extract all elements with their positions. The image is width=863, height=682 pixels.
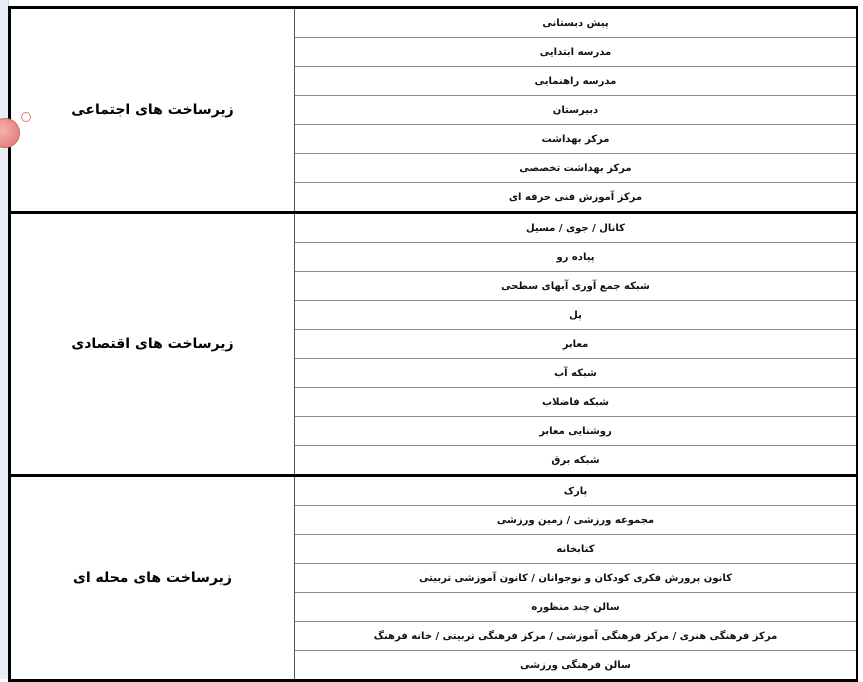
item-cell: کانون پرورش فکری کودکان و نوجوانان / کانون آموزشی تربیتی [295, 564, 858, 593]
item-cell: شبکه برق [295, 446, 858, 476]
item-cell: دبیرستان [295, 96, 858, 125]
item-cell: شبکه فاضلاب [295, 388, 858, 417]
category-cell: زیرساخت های محله ای [10, 476, 295, 681]
item-cell: مرکز بهداشت [295, 125, 858, 154]
item-cell: مرکز فرهنگی هنری / مرکز فرهنگی آموزشی / مرکز فرهنگی تربیتی / خانه فرهنگ [295, 622, 858, 651]
item-cell: مدرسه ابتدایی [295, 38, 858, 67]
item-cell: مرکز آموزش فنی حرفه ای [295, 183, 858, 213]
item-cell: پارک [295, 476, 858, 506]
item-cell: معابر [295, 330, 858, 359]
item-cell: مرکز بهداشت تخصصی [295, 154, 858, 183]
item-cell: پیاده رو [295, 243, 858, 272]
table-row [10, 8, 858, 38]
item-cell: پیش دبستانی [295, 8, 858, 38]
item-cell: شبکه آب [295, 359, 858, 388]
item-cell: مجموعه ورزشی / زمین ورزشی [295, 506, 858, 535]
infrastructure-table [8, 6, 858, 682]
item-cell: سالن چند منظوره [295, 593, 858, 622]
item-cell: مدرسه راهنمایی [295, 67, 858, 96]
item-cell: روشنایی معابر [295, 417, 858, 446]
category-cell: زیرساخت های اقتصادی [10, 213, 295, 476]
cursor-ring-icon [21, 112, 31, 122]
item-cell: کانال / جوی / مسیل [295, 213, 858, 243]
table-row [10, 476, 858, 506]
table-row [10, 213, 858, 243]
item-cell: پل [295, 301, 858, 330]
item-cell: سالن فرهنگی ورزشی [295, 651, 858, 681]
category-cell: زیرساخت های اجتماعی [10, 8, 295, 213]
item-cell: کتابخانه [295, 535, 858, 564]
item-cell: شبکه جمع آوری آبهای سطحی [295, 272, 858, 301]
